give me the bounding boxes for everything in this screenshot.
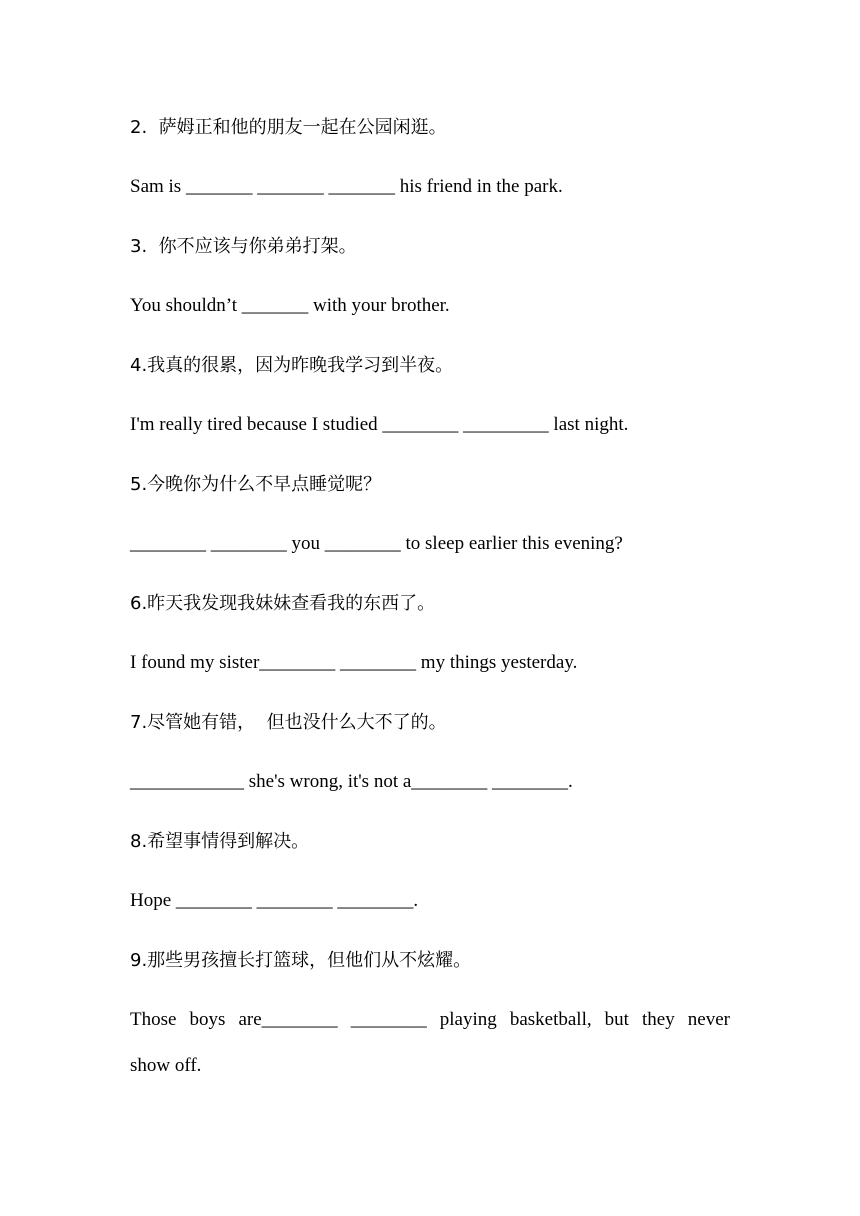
item-8-english: Hope ________ ________ ________. bbox=[130, 890, 419, 911]
item-7-english: ____________ she's wrong, it's not a________ ________. bbox=[130, 771, 573, 792]
item-4-chinese: 4.我真的很累，因为昨晚我学习到半夜。 bbox=[130, 355, 454, 376]
item-5-chinese: 5.今晚你为什么不早点睡觉呢？ bbox=[130, 474, 382, 495]
item-6-english: I found my sister________ ________ my things yesterday. bbox=[130, 652, 578, 673]
item-9-english-continued: show off. bbox=[130, 1055, 202, 1076]
item-9-chinese: 9.那些男孩擅长打篮球，但他们从不炫耀。 bbox=[130, 950, 472, 971]
item-2-english: Sam is _______ _______ _______ his friend in the park. bbox=[130, 176, 563, 197]
item-2-chinese: 2. 萨姆正和他的朋友一起在公园闲逛。 bbox=[130, 117, 447, 138]
item-3-english: You shouldn’t _______ with your brother. bbox=[130, 295, 450, 316]
item-7-chinese: 7.尽管她有错， 但也没什么大不了的。 bbox=[130, 712, 447, 733]
item-8-chinese: 8.希望事情得到解决。 bbox=[130, 831, 310, 852]
item-5-english: ________ ________ you ________ to sleep earlier this evening? bbox=[130, 533, 623, 554]
item-6-chinese: 6.昨天我发现我妹妹查看我的东西了。 bbox=[130, 593, 436, 614]
item-4-english: I'm really tired because I studied ________ _________ last night. bbox=[130, 414, 629, 435]
item-9-english: Those boys are________ ________ playing basketball, but they never bbox=[130, 1009, 730, 1030]
item-3-chinese: 3. 你不应该与你弟弟打架。 bbox=[130, 236, 357, 257]
